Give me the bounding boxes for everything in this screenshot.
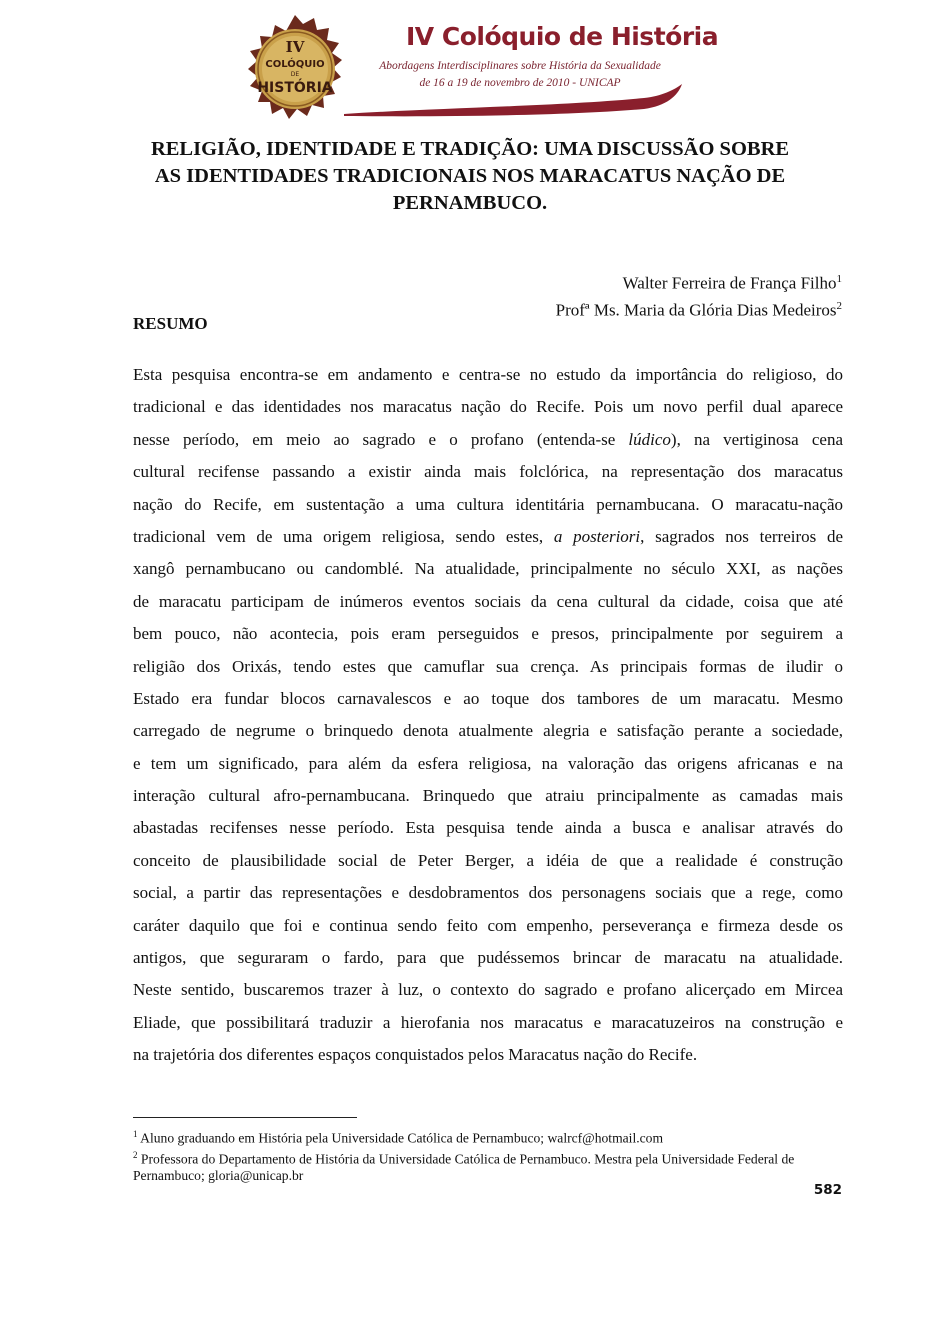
abstract-line: religião dos Orixás, tendo estes que camuflar sua crença. As principais formas de iludir o [133, 656, 843, 676]
section-heading: RESUMO [133, 314, 208, 333]
footnote-ref[interactable]: 2 [836, 299, 842, 312]
abstract-line: conceito de plausibilidade social de Peter Berger, a idéia de que a realidade é construção [133, 850, 843, 870]
abstract-line: nesse período, em meio ao sagrado e o profano (entenda-se lúdico), na vertiginosa cena [133, 429, 843, 449]
page-number: 582 [813, 1182, 842, 1198]
abstract-line: cultural recifense passando a existir ainda mais folclórica, na representação dos maracatus [133, 462, 843, 482]
seal-line-iv: IV [285, 38, 305, 56]
abstract-line: xangô pernambucano ou candomblé. Na atualidade, principalmente no século XXI, as nações [133, 559, 843, 579]
abstract-line: e tem um significado, para além da esfera religiosa, na valoração das origens africanas e na [133, 753, 843, 773]
paper-title-line: RELIGIÃO, IDENTIDADE E TRADIÇÃO: UMA DISCUSSÃO SOBRE [150, 138, 790, 160]
abstract-line: Estado era fundar blocos carnavalescos e ao toque dos tambores de um maracatu. Mesmo [133, 688, 843, 708]
abstract-body [133, 359, 843, 1072]
seal-line-coloquio: COLÓQUIO [265, 59, 325, 70]
abstract-line: interação cultural afro-pernambucana. Brinquedo que atraiu principalmente as camadas mais [133, 786, 843, 806]
footnote-text: Aluno graduando em História pela Universidade Católica de Pernambuco; walrcf@hotmail.com [140, 1130, 664, 1146]
author-2 [556, 295, 842, 322]
footnote-number: 1 [133, 1129, 138, 1139]
footnote-1 [133, 1126, 843, 1147]
author-name: Profª Ms. Maria da Glória Dias Medeiros [555, 300, 837, 320]
author-block [556, 268, 842, 321]
seal-line-historia: HISTÓRIA [257, 80, 333, 96]
abstract-line: abastadas recifenses nesse período. Esta pesquisa tende ainda a busca e analisar através do [133, 818, 843, 838]
abstract-line: nação do Recife, em sustentação a uma cultura identitária pernambucana. O maracatu-nação [133, 494, 843, 514]
abstract-line: social, a partir das representações e desdobramentos dos personagens sociais que a rege, como [133, 883, 843, 903]
abstract-line: de maracatu participam de inúmeros eventos sociais da cena cultural da cidade, coisa que até [133, 591, 843, 611]
footnote-divider [133, 1117, 357, 1118]
event-title: IV Colóquio de História [406, 22, 719, 51]
footnote-2 [133, 1147, 843, 1185]
abstract-line: caráter daquilo que foi e continua sendo feito com empenho, perseverança e firmeza desde os [133, 915, 843, 935]
abstract-line: Eliade, que possibilitará traduzir a hierofania nos maracatus e maracatuzeiros na construção e [133, 1012, 843, 1032]
paper-title-line: AS IDENTIDADES TRADICIONAIS NOS MARACATUS NAÇÃO DE [154, 165, 786, 187]
footnotes [133, 1126, 843, 1184]
event-dates: de 16 a 19 de novembro de 2010 - UNICAP [419, 77, 621, 89]
footnote-text: Professora do Departamento de História da Universidade Católica de Pernambuco. Mestra pela Universidade Federal de Pernambuco; gloria@unicap.br [133, 1151, 795, 1184]
paper-title [110, 136, 830, 217]
event-subtitle-text: Abordagens Interdisciplinares sobre História da Sexualidade [379, 60, 661, 72]
event-seal-logo [240, 14, 350, 124]
footnote-number: 2 [133, 1149, 138, 1160]
abstract-line: Esta pesquisa encontra-se em andamento e centra-se no estudo da importância do religioso, do [133, 365, 843, 384]
abstract-line: antigos, que seguraram o fardo, para que pudéssemos brincar de maracatu na atualidade. [133, 948, 843, 968]
footnote-ref[interactable]: 1 [836, 273, 842, 285]
abstract-line: bem pouco, não acontecia, pois eram perseguidos e presos, principalmente por seguirem a [133, 624, 843, 644]
banner-swoosh [344, 84, 684, 124]
abstract-line: tradicional e das identidades nos maracatus nação do Recife. Pois um novo perfil dual aparece [133, 397, 843, 417]
abstract-line: na trajetória dos diferentes espaços conquistados pelos Maracatus nação do Recife. [133, 1045, 698, 1065]
event-banner [240, 14, 719, 126]
abstract-line: tradicional vem de uma origem religiosa, sendo estes, a posteriori, sagrados nos terreiros de [133, 526, 844, 546]
seal-line-de: DE [290, 71, 300, 78]
abstract-line: Neste sentido, buscaremos trazer à luz, o contexto do sagrado e profano alicerçado em Mircea [133, 980, 843, 1000]
paper-title-line: PERNAMBUCO. [392, 192, 548, 214]
author-name: Walter Ferreira de França Filho [622, 273, 837, 293]
author-1 [556, 268, 842, 295]
abstract-line: carregado de negrume o brinquedo denota atualmente alegria e satisfação perante a sociedade, [133, 721, 843, 741]
